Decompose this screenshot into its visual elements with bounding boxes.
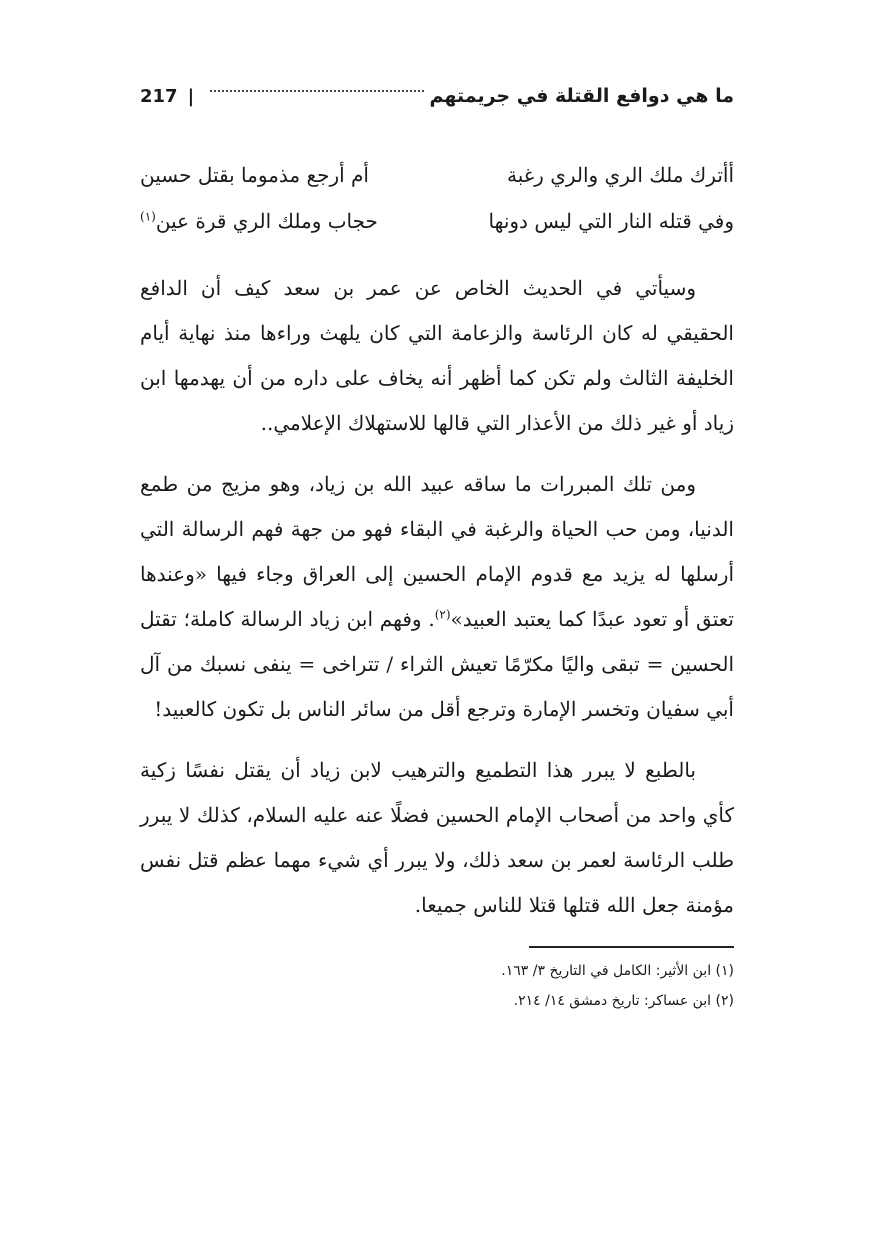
chapter-title: ما هي دوافع القتلة في جريمتهم <box>429 85 734 107</box>
running-header <box>140 76 734 116</box>
poem-verse <box>140 198 734 244</box>
verse-second-half: حجاب وملك الري قرة عين$^{(١)}$ <box>140 209 378 233</box>
book-page <box>140 76 734 1016</box>
verse-first-half: أأترك ملك الري والري رغبة <box>506 163 734 187</box>
footnotes <box>140 956 734 1016</box>
body-paragraph: وسيأتي في الحديث الخاص عن عمر بن سعد كيف أن الدافع الحقيقي له كان الرئاسة والزعامة التي كان يلهث وراءها منذ نهاية أيام الخليفة الثالث ولم تكن كما أظهر أنه يخاف على داره من أن يهدمها ابن زياد أو غير ذلك من الأعذار التي قالها للاستهلاك الإعلامي.. <box>140 276 734 435</box>
footnote: (١) ابن الأثير: الكامل في التاريخ ٣/ ١٦٣. <box>501 963 734 979</box>
poem-block <box>140 152 734 244</box>
body-paragraph: ومن تلك المبررات ما ساقه عبيد الله بن زياد، وهو مزيج من طمع الدنيا، ومن حب الحياة والرغبة في البقاء فهو من جهة فهم الرسالة التي أرسلها له يزيد مع قدوم الإمام الحسين إلى العراق وجاء فيها «وعندها تعتق أو تعود عبدًا كما يعتبد العبيد»$^{(٢)}$. وفهم ابن زياد الرسالة كاملة؛ تقتل الحسين = تبقى واليًا مكرّمًا تعيش الثراء / تتراخى = ينفى نسبك من آل أبي سفيان وتخسر الإمارة وترجع أقل من سائر الناس بل تكون كالعبيد! <box>140 472 734 721</box>
poem-verse <box>140 152 734 198</box>
footnote-marker: (١) <box>140 209 156 224</box>
verse-first-half: وفي قتله النار التي ليس دونها <box>488 209 734 233</box>
footnote-rule <box>529 946 734 948</box>
verse-second-half: أم أرجع مذموما بقتل حسين <box>140 163 369 187</box>
leader-dots <box>210 76 423 92</box>
footnote-marker: (٢) <box>434 607 451 622</box>
page-number: 217 <box>140 85 178 107</box>
header-separator: | <box>187 85 195 107</box>
footnote: (٢) ابن عساكر: تاريخ دمشق ١٤/ ٢١٤. <box>513 993 734 1009</box>
body-paragraph: بالطبع لا يبرر هذا التطميع والترهيب لابن زياد أن يقتل نفسًا زكية كأي واحد من أصحاب الإمام الحسين فضلًا عنه عليه السلام، كذلك لا يبرر طلب الرئاسة لعمر بن سعد ذلك، ولا يبرر أي شيء مهما عظم قتل نفس مؤمنة جعل الله قتلها قتلا للناس جميعا. <box>140 758 734 917</box>
